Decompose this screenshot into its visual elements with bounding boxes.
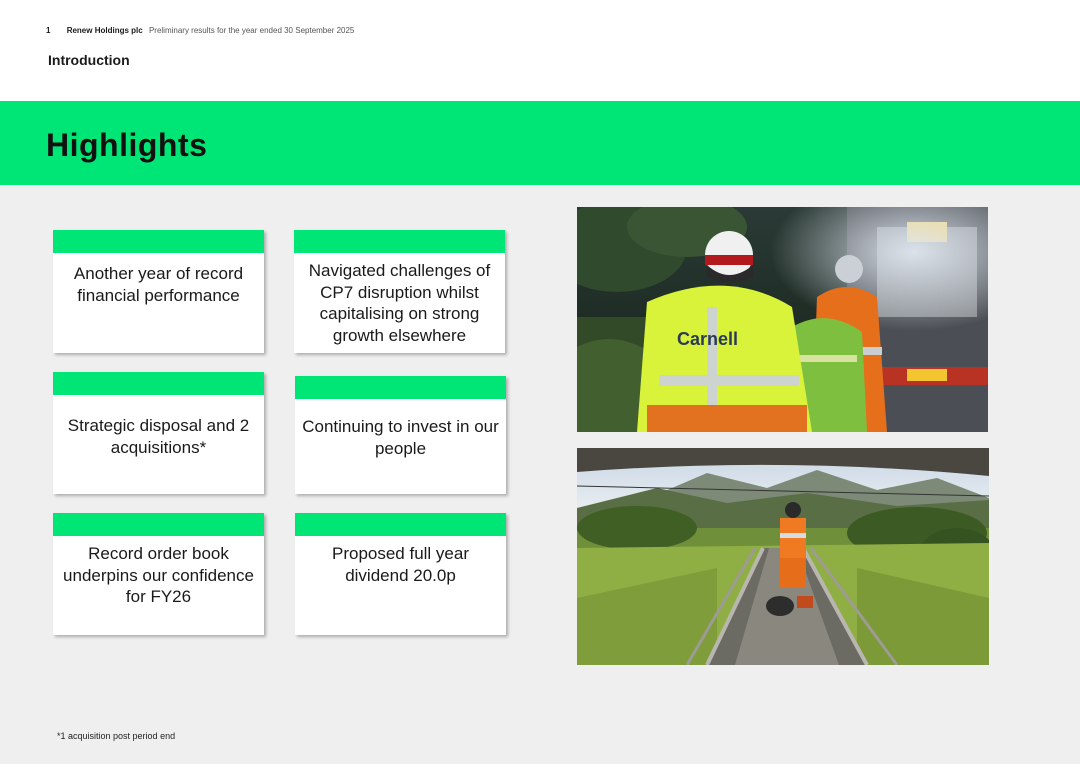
card-accent-bar — [53, 513, 264, 536]
card-accent-bar — [294, 230, 505, 253]
section-title: Introduction — [48, 52, 130, 68]
highlight-card — [53, 230, 264, 353]
page-number: 1 — [46, 26, 51, 35]
card-text: Proposed full year dividend 20.0p — [331, 544, 470, 585]
card-text: Another year of record financial performance — [73, 264, 244, 305]
company-name: Renew Holdings plc — [66, 26, 143, 35]
footnote: *1 acquisition post period end — [57, 731, 176, 741]
page-title: Highlights — [46, 127, 208, 163]
highlight-card — [295, 513, 506, 635]
highlight-card — [294, 230, 505, 353]
vest-logo-text: Carnell — [677, 329, 739, 349]
card-accent-bar — [295, 513, 506, 536]
title-band — [0, 101, 1080, 185]
header-area — [0, 0, 1080, 101]
card-text: Continuing to invest in our people — [302, 417, 499, 458]
photo-night-rail-workers — [577, 207, 988, 432]
card-accent-bar — [53, 372, 264, 395]
document-subtitle: Preliminary results for the year ended 30 September 2025 — [148, 26, 355, 35]
card-text: Record order book underpins our confidence for FY26 — [63, 544, 254, 606]
card-accent-bar — [295, 376, 506, 399]
card-accent-bar — [53, 230, 264, 253]
highlight-card — [53, 513, 264, 635]
photo-valley-viaduct — [577, 448, 989, 665]
card-text: Navigated challenges of CP7 disruption whilst capitalising on strong growth elsewhere — [308, 261, 491, 345]
highlight-card — [295, 376, 506, 494]
card-text: Strategic disposal and 2 acquisitions* — [67, 416, 250, 457]
header-meta — [46, 26, 354, 36]
highlight-card — [53, 372, 264, 494]
